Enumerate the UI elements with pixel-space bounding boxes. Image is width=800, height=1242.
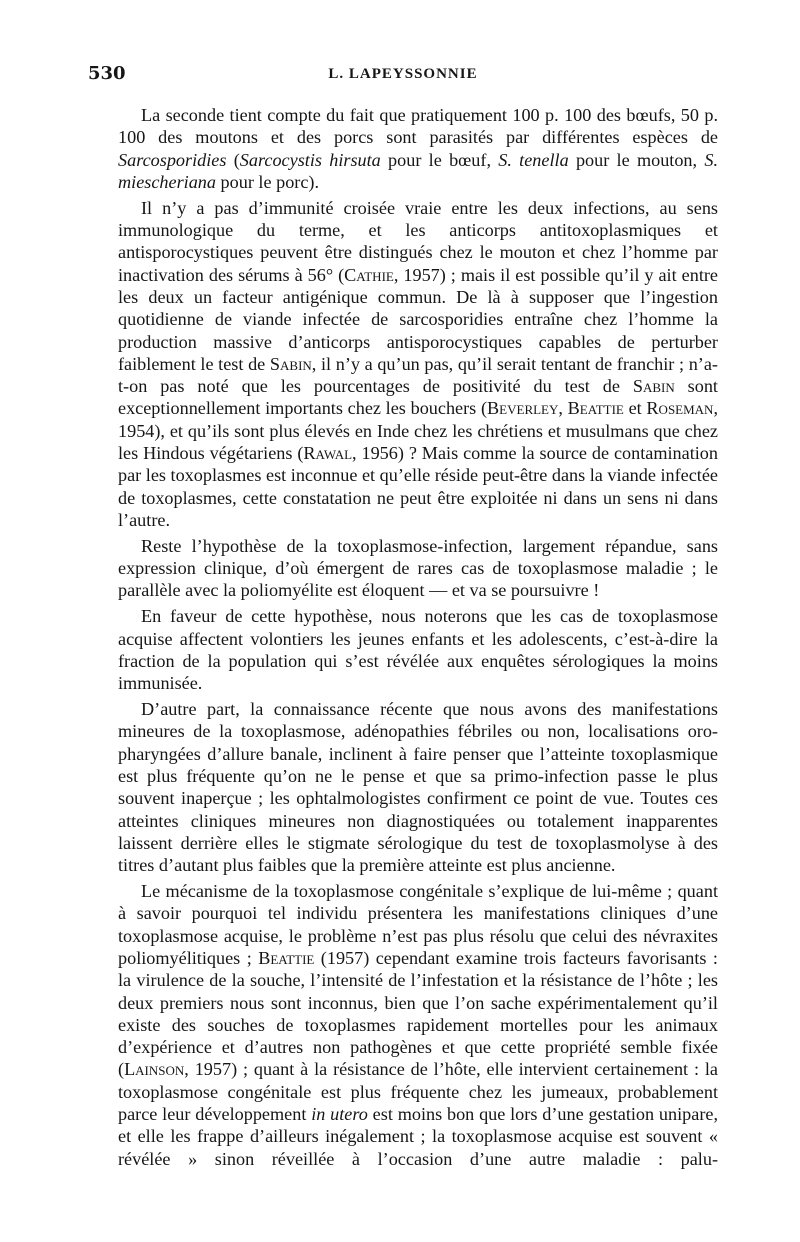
- italic-text: Sarcocystis hirsuta: [239, 149, 381, 170]
- paragraph: [118, 197, 718, 531]
- page-header: [88, 62, 718, 86]
- text-run: est moins bon que lors d’une gestation unipare, et elle les frappe d’ailleurs inégalement ; la toxoplasmose acquise est souvent « révélée » sinon réveillée à l’occasion d’une autre maladie : palu-: [118, 1104, 719, 1169]
- text-run: La seconde tient compte du fait que pratiquement 100 p. 100 des bœufs, 50 p. 100 des moutons et des porcs sont parasités par différentes espèces de: [118, 105, 718, 148]
- paragraph: [118, 698, 718, 876]
- text-run: pour le porc).: [216, 171, 320, 192]
- italic-text: Sarcosporidies: [118, 149, 227, 170]
- text-run: En faveur de cette hypothèse, nous noterons que les cas de toxoplasmose acquise affectent volontiers les jeunes enfants et les adolescents, c’est-à-dire la fraction de la population qui s’est révélée aux enquêtes sérologiques la moins immunisée.: [118, 606, 718, 694]
- text-run: pour le bœuf,: [380, 149, 499, 170]
- author-name: Rawal: [303, 443, 353, 464]
- text-run: Le mécanisme de la toxoplasmose congénitale s’explique de lui-même ; quant à savoir pourquoi tel individu présentera les manifestations cliniques d’une toxoplasmose acquise, le problème n’est pas plus résolu que celui des névraxites poliomyélitiques ;: [118, 881, 718, 968]
- text-run: , il n’y a qu’un pas, qu’il serait tentant de franchir ; n’a-t-on pas noté que les pourcentages de positivité du test de: [118, 353, 718, 397]
- author-name: Sabin: [632, 376, 675, 397]
- paragraph: [118, 605, 718, 694]
- text-run: (1957) cependant examine trois facteurs favorisants : la virulence de la souche, l’intensité de l’infestation et la résistance de l’hôte ; les deux premiers nous sont inconnus, bien que l’on sache expérimentalement qu’il existe des souches de toxoplasmes rapidement mortelles pour les animaux d’expérience et d’autres non pathogènes et que cette propriété semble fixée (: [118, 947, 718, 1080]
- italic-text: S. miescheriana: [118, 149, 718, 192]
- author-name: Beattie: [567, 398, 624, 419]
- author-name: Sabin: [269, 353, 312, 374]
- page-number: 530: [88, 63, 126, 84]
- author-name: Cathie: [344, 264, 394, 285]
- author-name: Beattie: [258, 947, 315, 968]
- author-name: Beverley: [487, 398, 559, 419]
- text-run: et: [623, 398, 647, 419]
- text-run: sont exceptionnellement importants chez les bouchers (: [118, 376, 718, 419]
- author-name: Roseman: [646, 398, 714, 419]
- italic-text: in utero: [311, 1104, 368, 1125]
- text-run: D’autre part, la connaissance récente que nous avons des manifestations mineures de la toxoplasmose, adénopathies fébriles ou non, localisations oro-pharyngées d’allure banale, inclinent à faire penser que l’atteinte toxoplasmique est plus fréquente qu’on ne le pense et que sa primo-infection passe le plus souvent inaperçue ; les ophtalmologistes confirment ce point de vue. Toutes ces atteintes cliniques mineures non diagnostiquées ou totalement inapparentes laissent derrière elles le stigmate sérologique du test de toxoplasmolyse à des titres d’autant plus faibles que la première atteinte est plus ancienne.: [118, 699, 718, 876]
- running-head: L. LAPEYSSONNIE: [328, 66, 478, 82]
- paragraph: [118, 104, 718, 193]
- text-run: (: [226, 149, 240, 170]
- text-run: Reste l’hypothèse de la toxoplasmose-infection, largement répandue, sans expression clinique, d’où émergent de rares cas de toxoplasmose maladie ; le parallèle avec la poliomyélite est éloquent — et va se poursuivre !: [118, 535, 718, 601]
- text-run: , 1957) ; mais il est possible qu’il y ait entre les deux un facteur antigénique commun. De là à supposer que l’ingestion quotidienne de viande infectée de sarcosporidies entraîne chez l’homme la production massive d’anticorps antisporocystiques capables de perturber faiblement le test de: [118, 264, 718, 374]
- paragraph: [118, 535, 718, 602]
- text-run: , 1954), et qu’ils sont plus élevés en Inde chez les chrétiens et musulmans que chez les Hindous végétariens (: [118, 398, 718, 464]
- text-run: , 1956) ? Mais comme la source de contamination par les toxoplasmes est inconnue et qu’elle réside peut-être dans la viande infectée de toxoplasmes, cette constatation ne peut être exploitée ni dans un sens ni dans l’autre.: [118, 443, 718, 530]
- body-text: [118, 104, 718, 1174]
- text-run: ,: [558, 398, 568, 419]
- text-run: , 1957) ; quant à la résistance de l’hôte, elle intervient certainement : la toxoplasmose congénitale est plus fréquente chez les jumeaux, probablement parce leur développement: [118, 1059, 718, 1125]
- author-name: Lainson: [124, 1059, 185, 1080]
- paragraph: [118, 880, 718, 1170]
- italic-text: S. tenella: [498, 149, 569, 170]
- text-run: Il n’y a pas d’immunité croisée vraie entre les deux infections, au sens immunologique du terme, et les anticorps antitoxoplasmiques et antisporocystiques peuvent être distingués chez le mouton et chez l’homme par inactivation des sérums à 56° (: [118, 197, 718, 285]
- text-run: pour le mouton,: [568, 149, 705, 170]
